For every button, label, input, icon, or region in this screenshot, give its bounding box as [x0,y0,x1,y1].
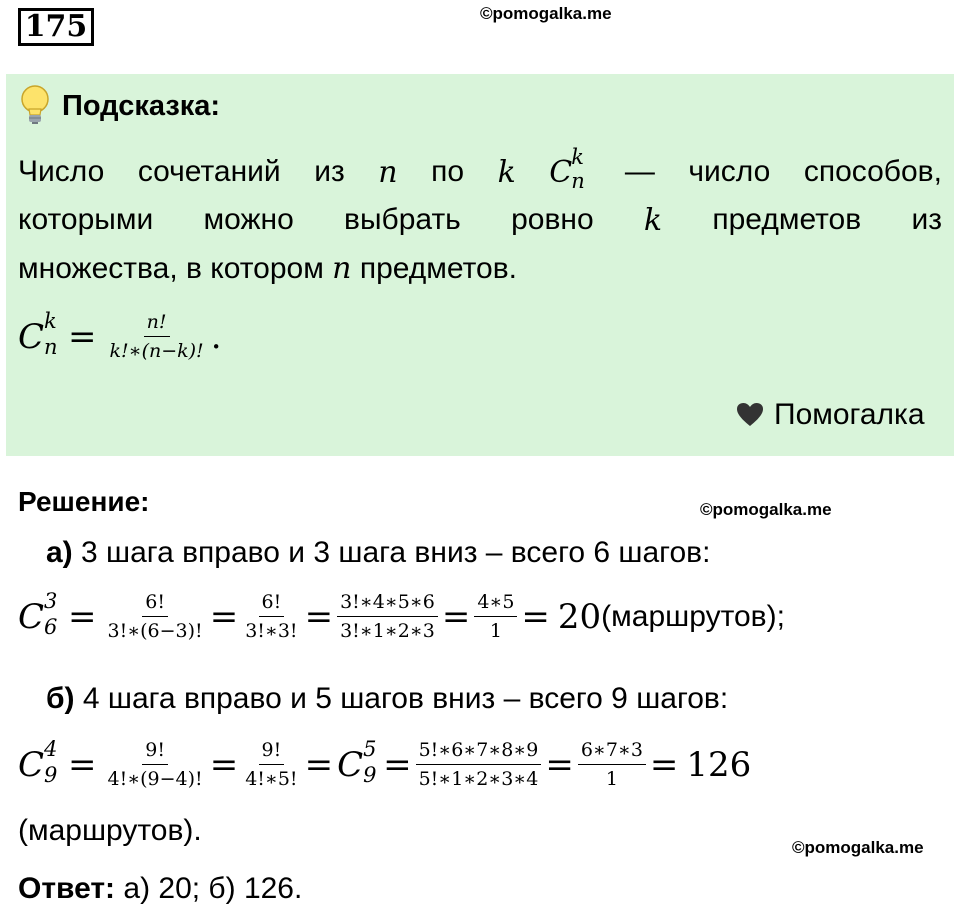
hint-word: из [314,155,345,188]
hint-var-k: k [497,155,516,190]
watermark-top: ©pomogalka.me [480,4,612,23]
hint-text: предметов. [351,252,517,285]
solution-b-text: б) 4 шага вправо и 5 шагов вниз – всего 9 шагов: [46,682,729,715]
hint-line-3 [18,251,517,286]
heart-icon [736,402,764,428]
solution-title: Решение: [18,486,150,517]
hint-word: предметов [712,203,862,236]
hint-line-1 [18,145,942,193]
hint-word: из [911,203,942,236]
hint-word: Число [18,155,105,188]
answer: Ответ: а) 20; б) 126. [18,872,303,905]
hint-combination-symbol: C k n [549,145,585,193]
hint-word: число [688,155,771,188]
solution-a-text: а) 3 шага вправо и 3 шага вниз – всего 6 шагов: [46,536,711,569]
hint-word: сочетаний [137,155,281,188]
hint-text: множества, в котором [18,252,333,285]
watermark-middle: ©pomogalka.me [700,500,832,519]
hint-dash: — [624,155,655,188]
hint-var-n: n [332,251,352,286]
watermark-bottom: ©pomogalka.me [792,838,924,857]
hint-word: способов, [803,155,942,188]
hint-word: можно [203,203,294,236]
hint-word: ровно [511,203,594,236]
hint-line-2 [18,203,942,238]
hint-formula: C k n = $\frac{n!}{k!∗(n-k)!}$ . [18,308,222,362]
hint-word: выбрать [344,203,461,236]
hint-word: по [431,155,465,188]
solution-b-unit: (маршрутов). [18,814,202,847]
solution-b-formula: C 4 9 = $\frac{9!}{4!∗(9-4)!}$ = $\frac{9!}{4!∗5!}$ = C 5 9 = $\frac{5!∗6∗7∗8∗9}{5!∗1∗2∗3∗4}$ = $\frac{6∗7∗3}{1}$ = 126 [18,736,752,790]
hint-title: Подсказка: [62,90,221,122]
hint-var-k: k [643,203,663,238]
problem-number: 175 [18,8,94,46]
hint-var-n: n [378,155,398,190]
lightbulb-icon [18,84,52,126]
hint-signature: Помогалка [736,398,925,432]
hint-word: которыми [18,203,154,236]
solution-a-formula: C 3 6 = $\frac{6!}{3!∗(6-3)!}$ = $\frac{6!}{3!∗3!}$ = $\frac{3!∗4∗5∗6}{3!∗1∗2∗3}$ = $\frac{4∗5}{1}$ = 20 (маршрутов); [18,588,785,642]
